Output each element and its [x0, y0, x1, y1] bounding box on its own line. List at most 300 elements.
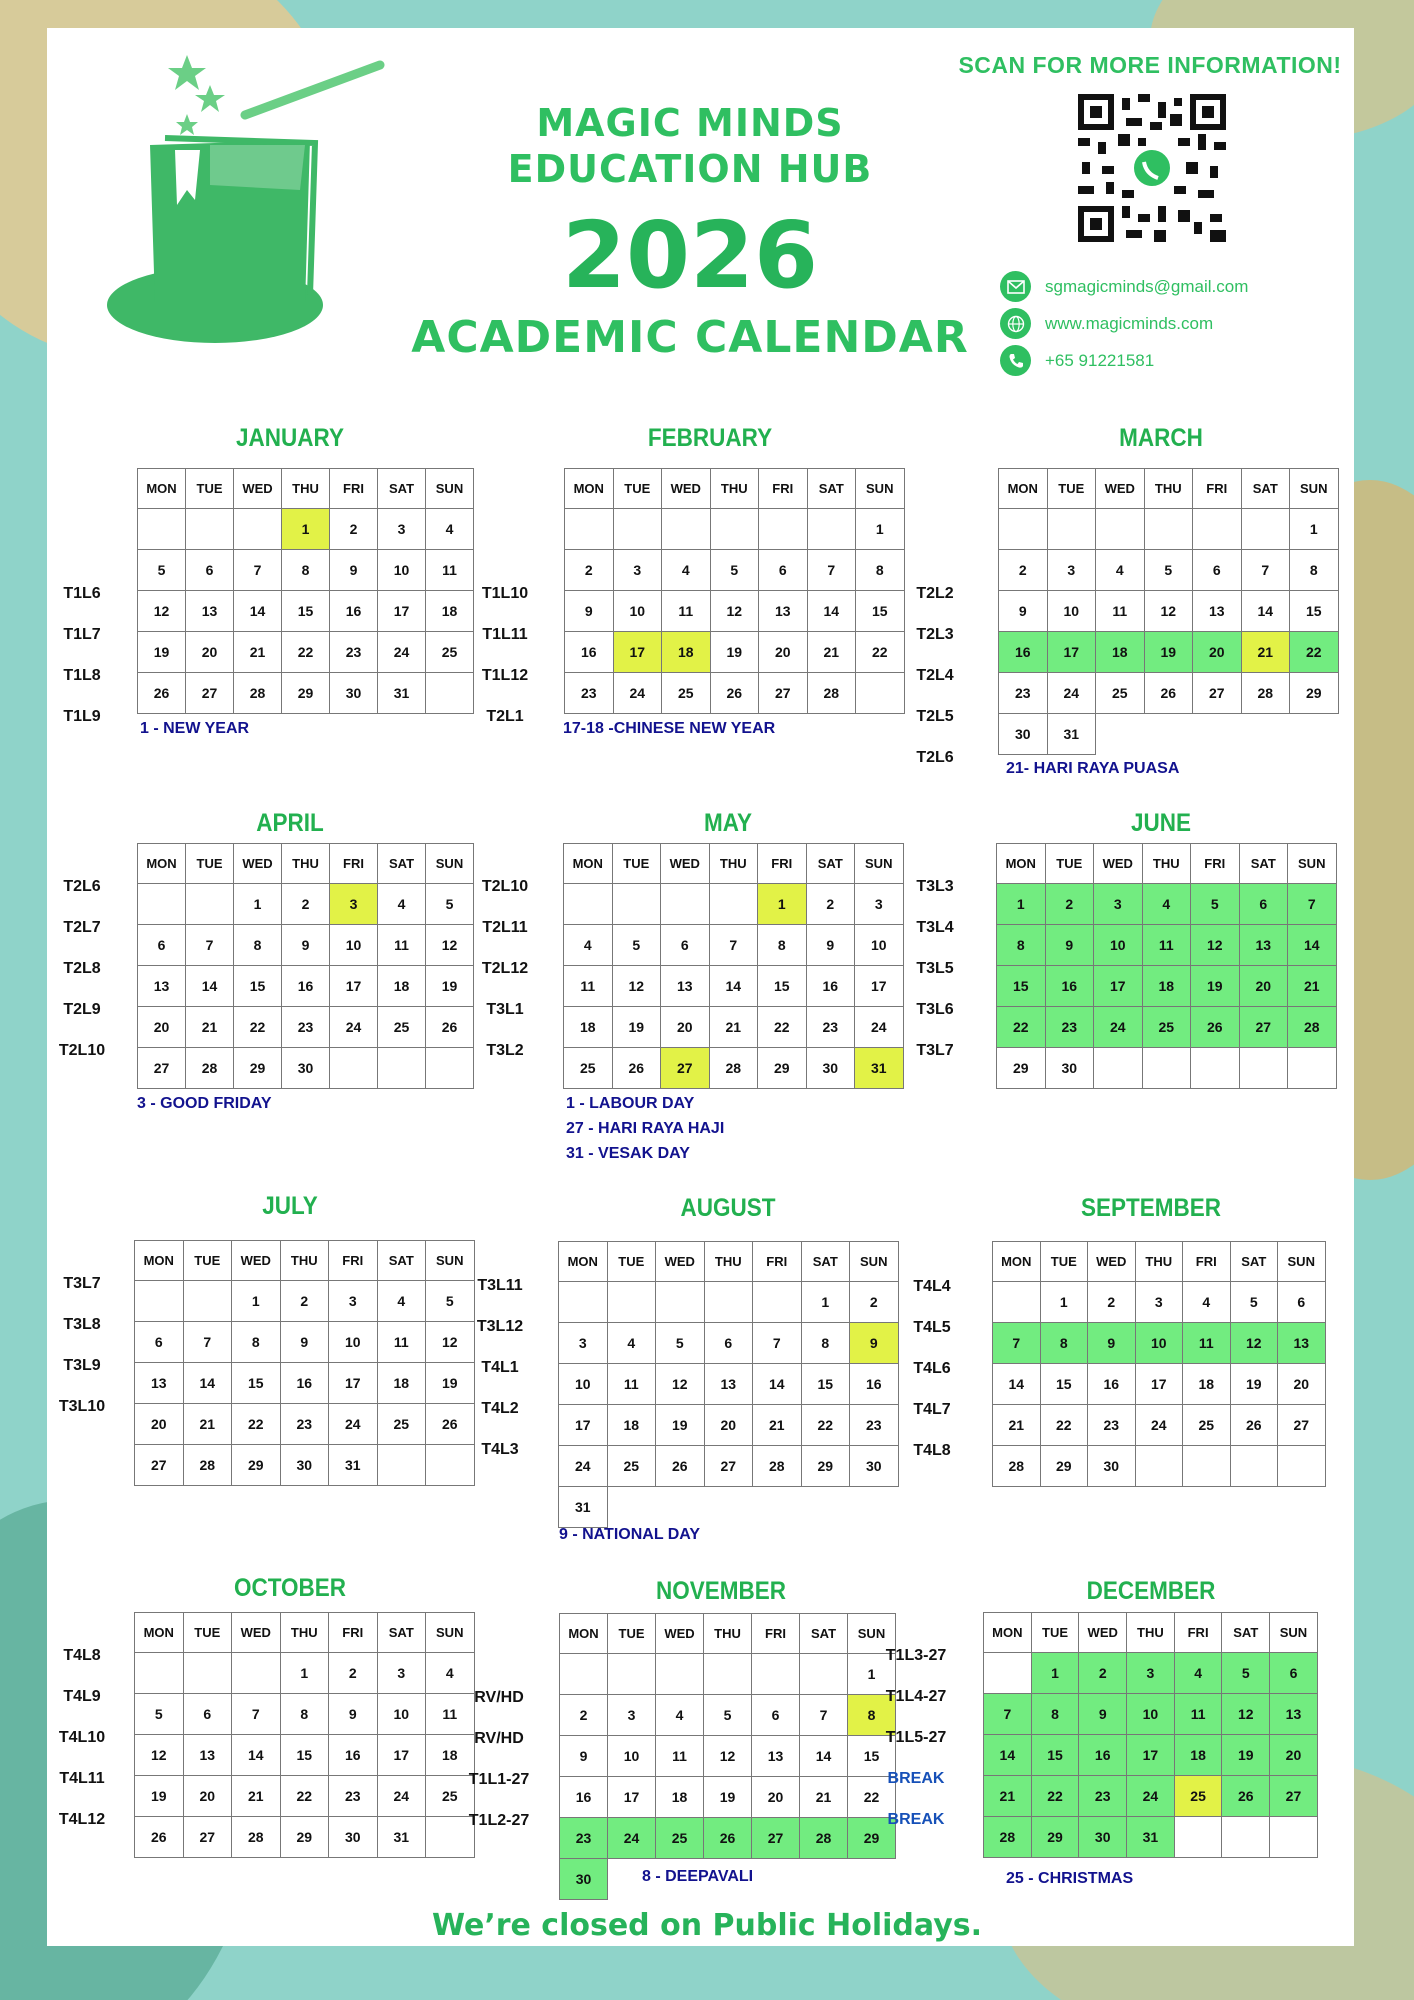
day-cell[interactable]: 15: [856, 591, 905, 632]
day-cell[interactable]: 12: [1191, 925, 1240, 966]
day-cell[interactable]: 27: [1193, 673, 1242, 714]
day-cell[interactable]: 7: [800, 1695, 848, 1736]
day-cell[interactable]: 22: [282, 632, 330, 673]
day-cell[interactable]: 26: [1144, 673, 1193, 714]
day-cell[interactable]: 22: [232, 1404, 281, 1445]
day-cell[interactable]: 13: [183, 1735, 232, 1776]
day-cell[interactable]: 5: [426, 1281, 475, 1322]
day-cell[interactable]: 16: [565, 632, 614, 673]
day-cell[interactable]: 13: [1278, 1323, 1326, 1364]
day-cell[interactable]: 13: [186, 591, 234, 632]
day-cell[interactable]: 22: [856, 632, 905, 673]
day-cell[interactable]: 28: [993, 1446, 1041, 1487]
day-cell[interactable]: 2: [330, 509, 378, 550]
day-cell[interactable]: 18: [426, 1735, 475, 1776]
day-cell[interactable]: 14: [807, 591, 856, 632]
day-cell[interactable]: 19: [1230, 1364, 1278, 1405]
day-cell[interactable]: 25: [1183, 1405, 1231, 1446]
day-cell[interactable]: 2: [1045, 884, 1094, 925]
day-cell[interactable]: 3: [1127, 1653, 1175, 1694]
day-cell[interactable]: 12: [710, 591, 759, 632]
day-cell[interactable]: 1: [234, 884, 282, 925]
day-cell[interactable]: 8: [234, 925, 282, 966]
day-cell[interactable]: 10: [1127, 1694, 1175, 1735]
day-cell[interactable]: 10: [613, 591, 662, 632]
day-cell[interactable]: 14: [984, 1735, 1032, 1776]
day-cell[interactable]: 13: [1270, 1694, 1318, 1735]
day-cell[interactable]: 8: [232, 1322, 281, 1363]
day-cell[interactable]: 26: [1230, 1405, 1278, 1446]
day-cell[interactable]: 30: [330, 673, 378, 714]
day-cell[interactable]: 5: [1191, 884, 1240, 925]
day-cell[interactable]: 8: [282, 550, 330, 591]
day-cell[interactable]: 12: [426, 1322, 475, 1363]
day-cell[interactable]: 22: [1040, 1405, 1088, 1446]
day-cell[interactable]: 31: [559, 1487, 608, 1528]
day-cell[interactable]: 19: [1144, 632, 1193, 673]
day-cell[interactable]: 24: [378, 632, 426, 673]
day-cell[interactable]: 4: [426, 509, 474, 550]
day-cell[interactable]: 29: [280, 1817, 329, 1858]
day-cell[interactable]: 23: [999, 673, 1048, 714]
day-cell[interactable]: 6: [1239, 884, 1288, 925]
day-cell[interactable]: 25: [426, 632, 474, 673]
day-cell[interactable]: 18: [426, 591, 474, 632]
day-cell[interactable]: 30: [1079, 1817, 1127, 1858]
qr-code-icon[interactable]: [1078, 94, 1226, 242]
day-cell[interactable]: 6: [759, 550, 808, 591]
day-cell[interactable]: 16: [330, 591, 378, 632]
day-cell[interactable]: 3: [377, 1653, 426, 1694]
day-cell[interactable]: 19: [426, 1363, 475, 1404]
day-cell[interactable]: 20: [759, 632, 808, 673]
day-cell[interactable]: 16: [280, 1363, 329, 1404]
day-cell[interactable]: 23: [1079, 1776, 1127, 1817]
day-cell[interactable]: 26: [710, 673, 759, 714]
day-cell[interactable]: 29: [1040, 1446, 1088, 1487]
day-cell[interactable]: 31: [855, 1048, 904, 1089]
day-cell[interactable]: 23: [806, 1007, 855, 1048]
day-cell[interactable]: 19: [138, 632, 186, 673]
day-cell[interactable]: 11: [607, 1364, 656, 1405]
day-cell[interactable]: 12: [1144, 591, 1193, 632]
day-cell[interactable]: 17: [855, 966, 904, 1007]
day-cell[interactable]: 23: [282, 1007, 330, 1048]
day-cell[interactable]: 7: [709, 925, 758, 966]
day-cell[interactable]: 24: [1094, 1007, 1143, 1048]
day-cell[interactable]: 7: [753, 1323, 802, 1364]
day-cell[interactable]: 26: [138, 673, 186, 714]
day-cell[interactable]: 4: [607, 1323, 656, 1364]
day-cell[interactable]: 24: [377, 1776, 426, 1817]
day-cell[interactable]: 9: [560, 1736, 608, 1777]
day-cell[interactable]: 4: [377, 1281, 426, 1322]
day-cell[interactable]: 12: [1230, 1323, 1278, 1364]
day-cell[interactable]: 9: [850, 1323, 899, 1364]
day-cell[interactable]: 16: [329, 1735, 378, 1776]
day-cell[interactable]: 1: [282, 509, 330, 550]
day-cell[interactable]: 11: [1096, 591, 1145, 632]
day-cell[interactable]: 22: [997, 1007, 1046, 1048]
day-cell[interactable]: 8: [1290, 550, 1339, 591]
day-cell[interactable]: 7: [186, 925, 234, 966]
day-cell[interactable]: 18: [1174, 1735, 1222, 1776]
day-cell[interactable]: 31: [1047, 714, 1096, 755]
day-cell[interactable]: 20: [1270, 1735, 1318, 1776]
day-cell[interactable]: 29: [234, 1048, 282, 1089]
day-cell[interactable]: 1: [1031, 1653, 1079, 1694]
day-cell[interactable]: 7: [1288, 884, 1337, 925]
day-cell[interactable]: 5: [138, 550, 186, 591]
day-cell[interactable]: 19: [704, 1777, 752, 1818]
day-cell[interactable]: 10: [608, 1736, 656, 1777]
day-cell[interactable]: 13: [661, 966, 710, 1007]
day-cell[interactable]: 27: [135, 1445, 184, 1486]
day-cell[interactable]: 26: [1191, 1007, 1240, 1048]
day-cell[interactable]: 30: [806, 1048, 855, 1089]
day-cell[interactable]: 10: [330, 925, 378, 966]
day-cell[interactable]: 24: [330, 1007, 378, 1048]
day-cell[interactable]: 20: [186, 632, 234, 673]
day-cell[interactable]: 19: [135, 1776, 184, 1817]
day-cell[interactable]: 10: [559, 1364, 608, 1405]
day-cell[interactable]: 3: [1047, 550, 1096, 591]
day-cell[interactable]: 5: [612, 925, 661, 966]
day-cell[interactable]: 18: [564, 1007, 613, 1048]
day-cell[interactable]: 29: [1290, 673, 1339, 714]
day-cell[interactable]: 21: [232, 1776, 281, 1817]
day-cell[interactable]: 25: [1174, 1776, 1222, 1817]
day-cell[interactable]: 24: [559, 1446, 608, 1487]
day-cell[interactable]: 7: [993, 1323, 1041, 1364]
day-cell[interactable]: 17: [559, 1405, 608, 1446]
day-cell[interactable]: 16: [850, 1364, 899, 1405]
day-cell[interactable]: 30: [280, 1445, 329, 1486]
day-cell[interactable]: 21: [993, 1405, 1041, 1446]
day-cell[interactable]: 6: [135, 1322, 184, 1363]
day-cell[interactable]: 4: [564, 925, 613, 966]
day-cell[interactable]: 19: [656, 1405, 705, 1446]
day-cell[interactable]: 26: [426, 1404, 475, 1445]
day-cell[interactable]: 11: [1174, 1694, 1222, 1735]
day-cell[interactable]: 26: [612, 1048, 661, 1089]
day-cell[interactable]: 2: [1088, 1282, 1136, 1323]
day-cell[interactable]: 4: [1183, 1282, 1231, 1323]
day-cell[interactable]: 2: [850, 1282, 899, 1323]
day-cell[interactable]: 15: [1040, 1364, 1088, 1405]
day-cell[interactable]: 25: [377, 1404, 426, 1445]
day-cell[interactable]: 26: [426, 1007, 474, 1048]
day-cell[interactable]: 2: [329, 1653, 378, 1694]
day-cell[interactable]: 4: [662, 550, 711, 591]
day-cell[interactable]: 1: [801, 1282, 850, 1323]
day-cell[interactable]: 15: [997, 966, 1046, 1007]
day-cell[interactable]: 17: [613, 632, 662, 673]
day-cell[interactable]: 14: [1288, 925, 1337, 966]
day-cell[interactable]: 15: [282, 591, 330, 632]
day-cell[interactable]: 10: [855, 925, 904, 966]
day-cell[interactable]: 23: [1045, 1007, 1094, 1048]
day-cell[interactable]: 3: [855, 884, 904, 925]
day-cell[interactable]: 19: [1191, 966, 1240, 1007]
day-cell[interactable]: 27: [138, 1048, 186, 1089]
day-cell[interactable]: 20: [183, 1776, 232, 1817]
day-cell[interactable]: 25: [662, 673, 711, 714]
day-cell[interactable]: 11: [378, 925, 426, 966]
day-cell[interactable]: 6: [1278, 1282, 1326, 1323]
day-cell[interactable]: 3: [330, 884, 378, 925]
day-cell[interactable]: 4: [1174, 1653, 1222, 1694]
day-cell[interactable]: 18: [1096, 632, 1145, 673]
day-cell[interactable]: 20: [1193, 632, 1242, 673]
day-cell[interactable]: 21: [800, 1777, 848, 1818]
day-cell[interactable]: 23: [329, 1776, 378, 1817]
day-cell[interactable]: 30: [999, 714, 1048, 755]
day-cell[interactable]: 23: [560, 1818, 608, 1859]
day-cell[interactable]: 17: [330, 966, 378, 1007]
day-cell[interactable]: 7: [807, 550, 856, 591]
day-cell[interactable]: 15: [801, 1364, 850, 1405]
day-cell[interactable]: 5: [1222, 1653, 1270, 1694]
day-cell[interactable]: 31: [378, 673, 426, 714]
day-cell[interactable]: 26: [1222, 1776, 1270, 1817]
day-cell[interactable]: 26: [135, 1817, 184, 1858]
day-cell[interactable]: 8: [856, 550, 905, 591]
day-cell[interactable]: 18: [656, 1777, 704, 1818]
day-cell[interactable]: 25: [1142, 1007, 1191, 1048]
day-cell[interactable]: 6: [661, 925, 710, 966]
day-cell[interactable]: 1: [1040, 1282, 1088, 1323]
day-cell[interactable]: 17: [1135, 1364, 1183, 1405]
day-cell[interactable]: 29: [1031, 1817, 1079, 1858]
day-cell[interactable]: 18: [607, 1405, 656, 1446]
day-cell[interactable]: 12: [704, 1736, 752, 1777]
day-cell[interactable]: 19: [1222, 1735, 1270, 1776]
day-cell[interactable]: 9: [1088, 1323, 1136, 1364]
day-cell[interactable]: 3: [608, 1695, 656, 1736]
day-cell[interactable]: 28: [807, 673, 856, 714]
day-cell[interactable]: 22: [1031, 1776, 1079, 1817]
day-cell[interactable]: 26: [704, 1818, 752, 1859]
day-cell[interactable]: 7: [984, 1694, 1032, 1735]
day-cell[interactable]: 23: [330, 632, 378, 673]
day-cell[interactable]: 18: [378, 966, 426, 1007]
day-cell[interactable]: 9: [280, 1322, 329, 1363]
day-cell[interactable]: 25: [564, 1048, 613, 1089]
day-cell[interactable]: 30: [329, 1817, 378, 1858]
day-cell[interactable]: 27: [704, 1446, 753, 1487]
day-cell[interactable]: 2: [280, 1281, 329, 1322]
day-cell[interactable]: 28: [186, 1048, 234, 1089]
day-cell[interactable]: 22: [234, 1007, 282, 1048]
day-cell[interactable]: 10: [1135, 1323, 1183, 1364]
day-cell[interactable]: 21: [183, 1404, 232, 1445]
day-cell[interactable]: 18: [1142, 966, 1191, 1007]
day-cell[interactable]: 4: [378, 884, 426, 925]
day-cell[interactable]: 2: [806, 884, 855, 925]
contact-phone[interactable]: [1000, 345, 1154, 376]
day-cell[interactable]: 31: [377, 1817, 426, 1858]
day-cell[interactable]: 22: [280, 1776, 329, 1817]
day-cell[interactable]: 14: [232, 1735, 281, 1776]
day-cell[interactable]: 27: [661, 1048, 710, 1089]
day-cell[interactable]: 29: [848, 1818, 896, 1859]
day-cell[interactable]: 7: [1241, 550, 1290, 591]
day-cell[interactable]: 12: [138, 591, 186, 632]
day-cell[interactable]: 11: [426, 550, 474, 591]
day-cell[interactable]: 5: [1230, 1282, 1278, 1323]
day-cell[interactable]: 12: [1222, 1694, 1270, 1735]
day-cell[interactable]: 11: [1142, 925, 1191, 966]
day-cell[interactable]: 14: [800, 1736, 848, 1777]
day-cell[interactable]: 15: [758, 966, 807, 1007]
day-cell[interactable]: 18: [377, 1363, 426, 1404]
day-cell[interactable]: 1: [280, 1653, 329, 1694]
day-cell[interactable]: 6: [138, 925, 186, 966]
day-cell[interactable]: 5: [135, 1694, 184, 1735]
day-cell[interactable]: 4: [426, 1653, 475, 1694]
day-cell[interactable]: 8: [997, 925, 1046, 966]
day-cell[interactable]: 17: [1047, 632, 1096, 673]
day-cell[interactable]: 23: [280, 1404, 329, 1445]
day-cell[interactable]: 5: [710, 550, 759, 591]
day-cell[interactable]: 13: [1239, 925, 1288, 966]
day-cell[interactable]: 29: [801, 1446, 850, 1487]
day-cell[interactable]: 15: [1290, 591, 1339, 632]
day-cell[interactable]: 29: [232, 1445, 281, 1486]
day-cell[interactable]: 28: [232, 1817, 281, 1858]
day-cell[interactable]: 19: [426, 966, 474, 1007]
day-cell[interactable]: 8: [758, 925, 807, 966]
day-cell[interactable]: 25: [1096, 673, 1145, 714]
day-cell[interactable]: 17: [377, 1735, 426, 1776]
day-cell[interactable]: 5: [656, 1323, 705, 1364]
day-cell[interactable]: 21: [234, 632, 282, 673]
day-cell[interactable]: 4: [656, 1695, 704, 1736]
day-cell[interactable]: 3: [1094, 884, 1143, 925]
day-cell[interactable]: 1: [232, 1281, 281, 1322]
day-cell[interactable]: 19: [612, 1007, 661, 1048]
day-cell[interactable]: 18: [1183, 1364, 1231, 1405]
day-cell[interactable]: 17: [608, 1777, 656, 1818]
day-cell[interactable]: 21: [1241, 632, 1290, 673]
day-cell[interactable]: 21: [709, 1007, 758, 1048]
day-cell[interactable]: 11: [377, 1322, 426, 1363]
day-cell[interactable]: 20: [138, 1007, 186, 1048]
day-cell[interactable]: 5: [704, 1695, 752, 1736]
day-cell[interactable]: 30: [1088, 1446, 1136, 1487]
day-cell[interactable]: 24: [1127, 1776, 1175, 1817]
day-cell[interactable]: 20: [1239, 966, 1288, 1007]
day-cell[interactable]: 14: [993, 1364, 1041, 1405]
day-cell[interactable]: 6: [704, 1323, 753, 1364]
day-cell[interactable]: 3: [613, 550, 662, 591]
day-cell[interactable]: 15: [1031, 1735, 1079, 1776]
day-cell[interactable]: 20: [1278, 1364, 1326, 1405]
day-cell[interactable]: 9: [565, 591, 614, 632]
day-cell[interactable]: 10: [378, 550, 426, 591]
day-cell[interactable]: 3: [378, 509, 426, 550]
day-cell[interactable]: 14: [183, 1363, 232, 1404]
day-cell[interactable]: 27: [186, 673, 234, 714]
day-cell[interactable]: 1: [997, 884, 1046, 925]
day-cell[interactable]: 20: [135, 1404, 184, 1445]
day-cell[interactable]: 19: [710, 632, 759, 673]
day-cell[interactable]: 31: [329, 1445, 378, 1486]
day-cell[interactable]: 27: [183, 1817, 232, 1858]
day-cell[interactable]: 12: [656, 1364, 705, 1405]
day-cell[interactable]: 15: [232, 1363, 281, 1404]
day-cell[interactable]: 6: [186, 550, 234, 591]
day-cell[interactable]: 1: [856, 509, 905, 550]
day-cell[interactable]: 16: [560, 1777, 608, 1818]
day-cell[interactable]: 22: [801, 1405, 850, 1446]
day-cell[interactable]: 9: [1079, 1694, 1127, 1735]
contact-website[interactable]: [1000, 308, 1213, 339]
day-cell[interactable]: 16: [1045, 966, 1094, 1007]
day-cell[interactable]: 16: [282, 966, 330, 1007]
day-cell[interactable]: 4: [1142, 884, 1191, 925]
day-cell[interactable]: 26: [656, 1446, 705, 1487]
day-cell[interactable]: 8: [1040, 1323, 1088, 1364]
day-cell[interactable]: 22: [848, 1777, 896, 1818]
day-cell[interactable]: 20: [661, 1007, 710, 1048]
day-cell[interactable]: 24: [329, 1404, 378, 1445]
day-cell[interactable]: 20: [704, 1405, 753, 1446]
day-cell[interactable]: 15: [234, 966, 282, 1007]
day-cell[interactable]: 27: [752, 1818, 800, 1859]
day-cell[interactable]: 8: [1031, 1694, 1079, 1735]
day-cell[interactable]: 25: [656, 1818, 704, 1859]
day-cell[interactable]: 5: [426, 884, 474, 925]
day-cell[interactable]: 28: [234, 673, 282, 714]
day-cell[interactable]: 6: [183, 1694, 232, 1735]
day-cell[interactable]: 17: [1094, 966, 1143, 1007]
day-cell[interactable]: 18: [662, 632, 711, 673]
day-cell[interactable]: 13: [752, 1736, 800, 1777]
day-cell[interactable]: 20: [752, 1777, 800, 1818]
day-cell[interactable]: 24: [1047, 673, 1096, 714]
day-cell[interactable]: 28: [709, 1048, 758, 1089]
day-cell[interactable]: 6: [752, 1695, 800, 1736]
day-cell[interactable]: 6: [1193, 550, 1242, 591]
day-cell[interactable]: 21: [186, 1007, 234, 1048]
day-cell[interactable]: 13: [135, 1363, 184, 1404]
day-cell[interactable]: 25: [426, 1776, 475, 1817]
day-cell[interactable]: 29: [282, 673, 330, 714]
day-cell[interactable]: 27: [1239, 1007, 1288, 1048]
day-cell[interactable]: 25: [607, 1446, 656, 1487]
day-cell[interactable]: 30: [1045, 1048, 1094, 1089]
day-cell[interactable]: 2: [999, 550, 1048, 591]
day-cell[interactable]: 28: [1288, 1007, 1337, 1048]
day-cell[interactable]: 6: [1270, 1653, 1318, 1694]
day-cell[interactable]: 21: [753, 1405, 802, 1446]
day-cell[interactable]: 7: [234, 550, 282, 591]
day-cell[interactable]: 21: [807, 632, 856, 673]
day-cell[interactable]: 12: [426, 925, 474, 966]
day-cell[interactable]: 23: [1088, 1405, 1136, 1446]
day-cell[interactable]: 2: [1079, 1653, 1127, 1694]
day-cell[interactable]: 14: [709, 966, 758, 1007]
day-cell[interactable]: 2: [565, 550, 614, 591]
day-cell[interactable]: 10: [377, 1694, 426, 1735]
day-cell[interactable]: 17: [378, 591, 426, 632]
day-cell[interactable]: 24: [1135, 1405, 1183, 1446]
day-cell[interactable]: 16: [1088, 1364, 1136, 1405]
day-cell[interactable]: 25: [378, 1007, 426, 1048]
day-cell[interactable]: 8: [280, 1694, 329, 1735]
